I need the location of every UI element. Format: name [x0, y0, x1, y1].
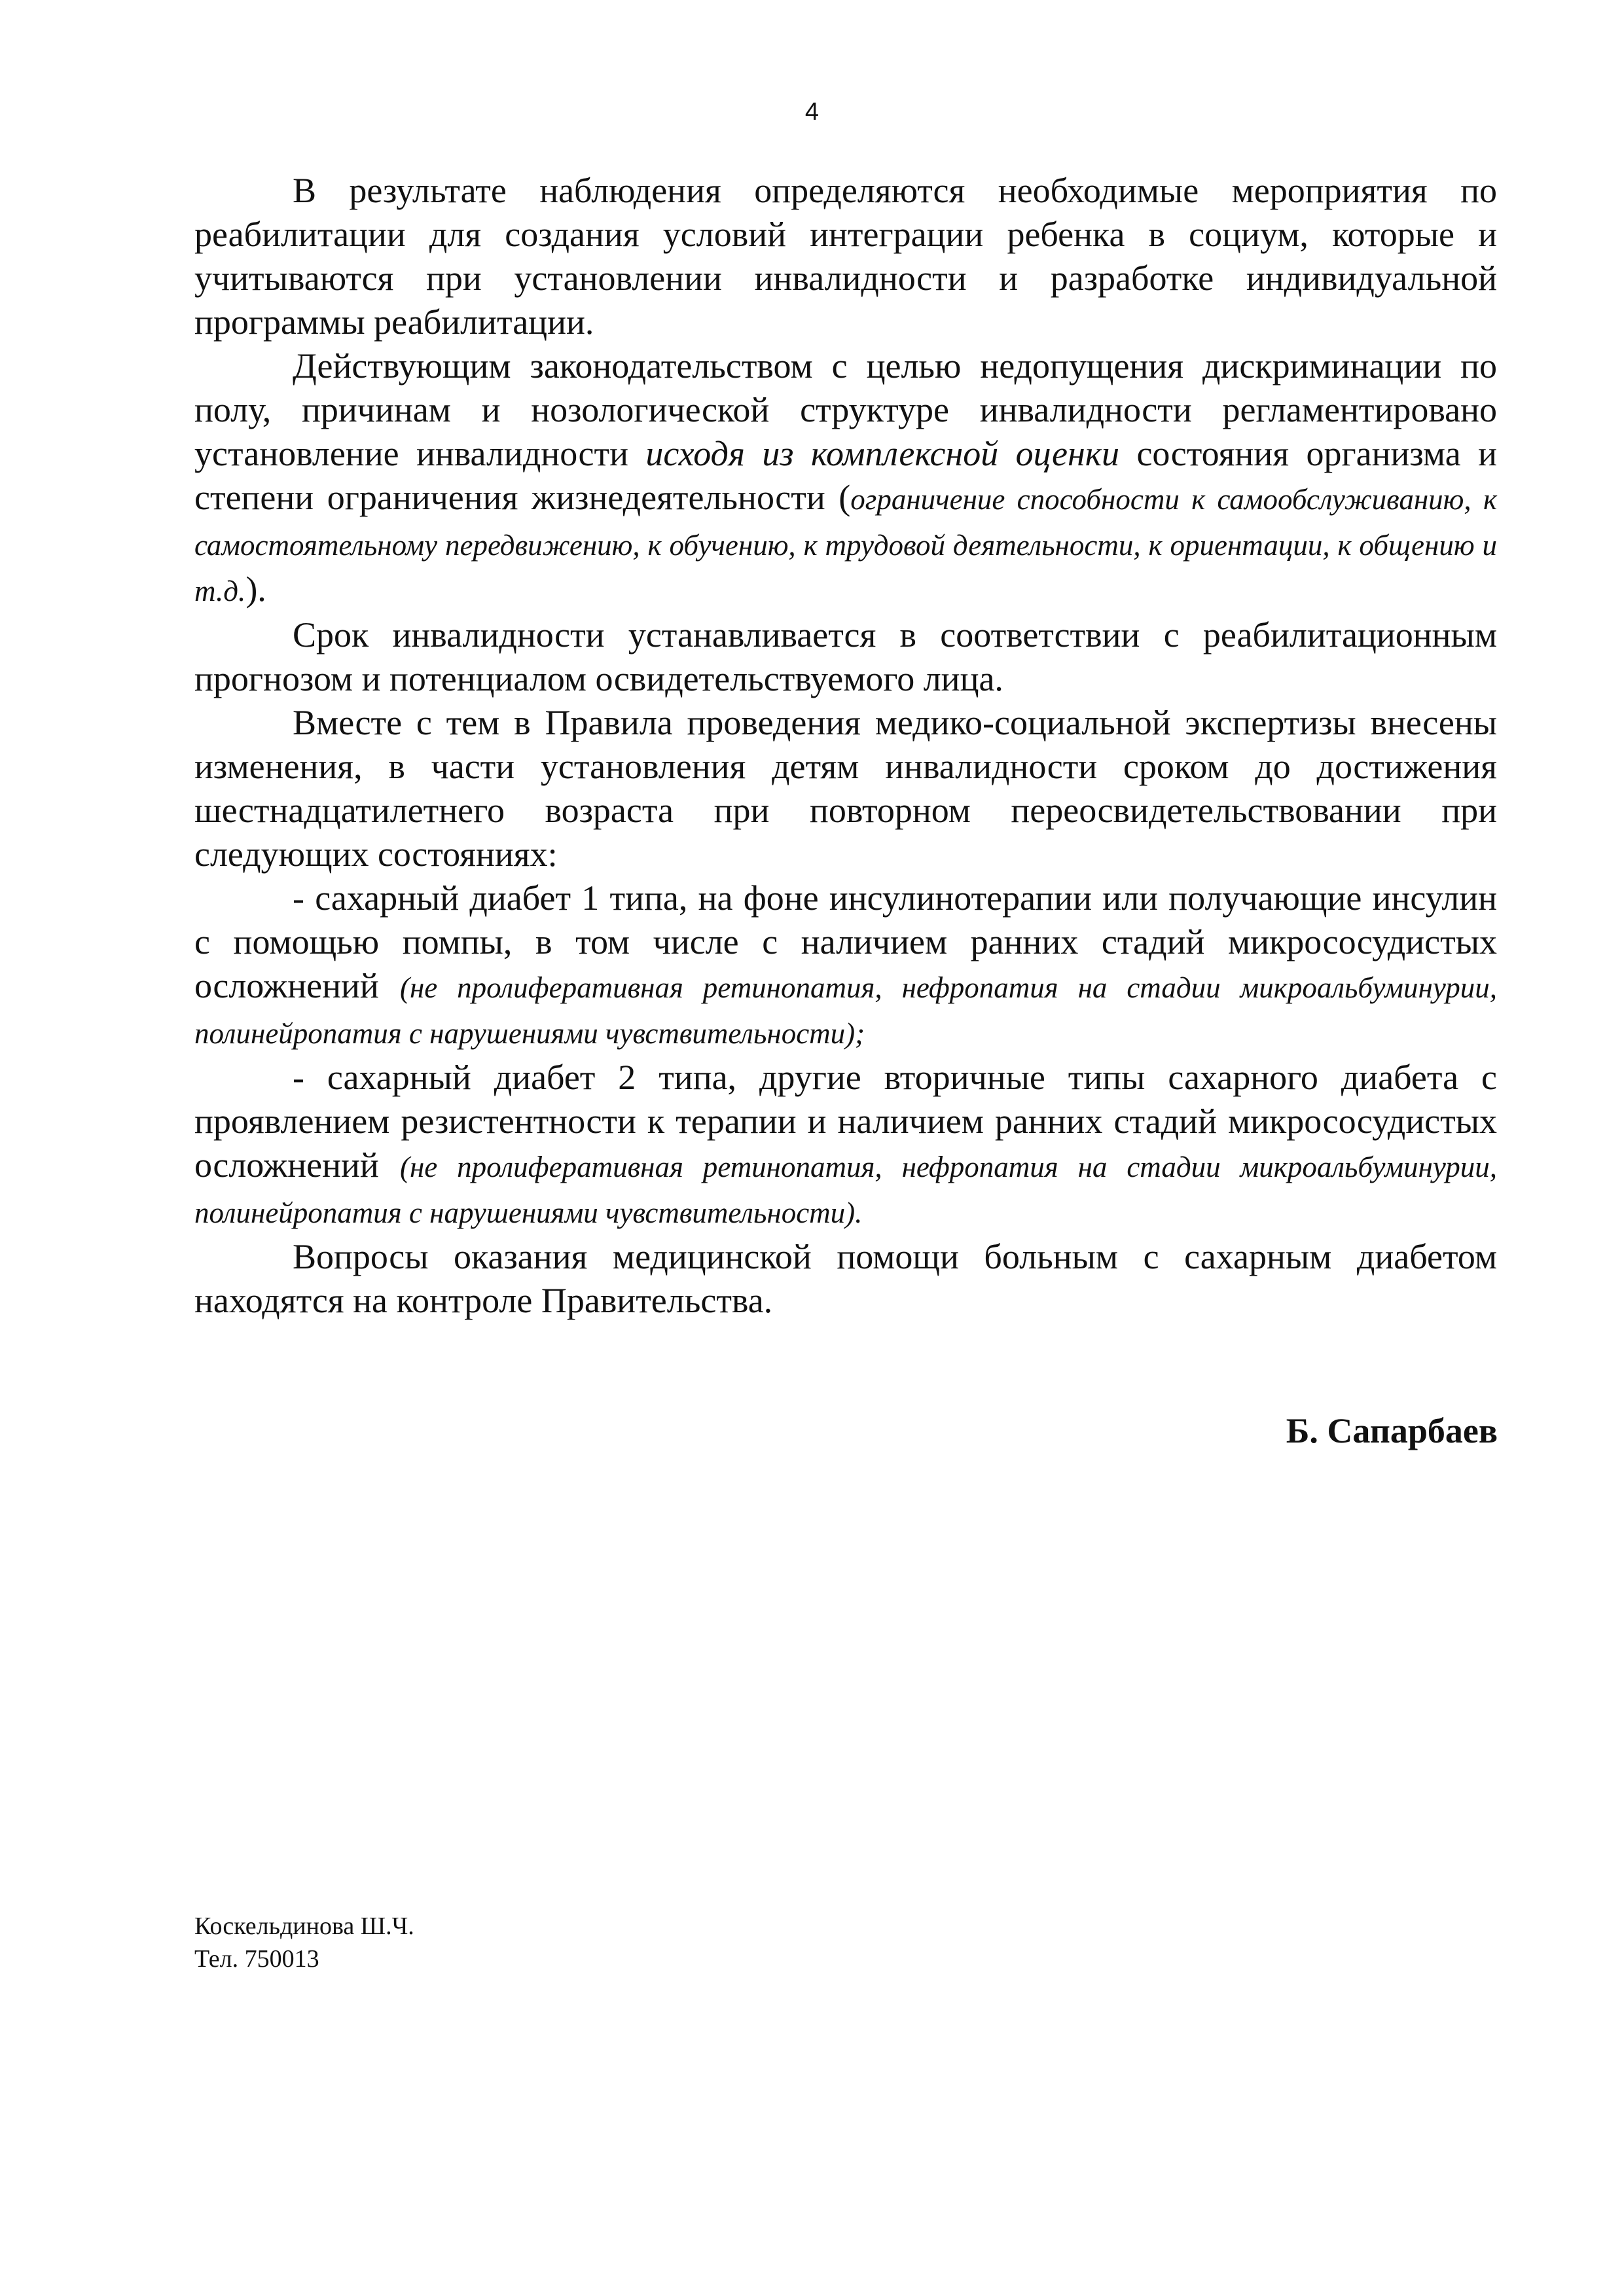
- executor-phone: Тел. 750013: [194, 1945, 319, 1973]
- signature-name: Б. Сапарбаев: [1286, 1411, 1498, 1450]
- paragraph-text: состояния организма и степени ограничения жизнедеятельности (: [194, 434, 1497, 517]
- limitation-list-text: ограничение способности к самообслуживанию, к самостоятельному передвижению, к обучению, к трудовой деятельности, к ориентации, к общению и т.д.: [194, 483, 1497, 607]
- list-item-diabetes-type-1: [194, 876, 1497, 1056]
- paragraph-text: Вместе с тем в Правила проведения медико-социальной экспертизы внесены изменения, в части установления детям инвалидности сроком до достижения шестнадцатилетнего возраста при повторном переосвидетельствовании при следующих состояниях:: [194, 703, 1497, 874]
- executor-name: Коскельдинова Ш.Ч.: [194, 1912, 414, 1940]
- emphasis-text: исходя из комплексной оценки: [645, 434, 1120, 473]
- paragraph-text: Вопросы оказания медицинской помощи больным с сахарным диабетом находятся на контроле Правительства.: [194, 1237, 1497, 1320]
- footer-executor-info: [194, 1910, 414, 1975]
- paragraph-text: - сахарный диабет 2 типа, другие вторичные типы сахарного диабета с проявлением резистентности к терапии и наличием ранних стадий микрососудистых осложнений: [194, 1058, 1497, 1185]
- paragraph-term: [194, 613, 1497, 701]
- paragraph-rules-changes: [194, 701, 1497, 876]
- paragraph-text: В результате наблюдения определяются необходимые мероприятия по реабилитации для создания условий интеграции ребенка в социум, которые и учитываются при установлении инвалидности и разработке индивидуальной программы реабилитации.: [194, 171, 1497, 342]
- paragraph-observation: [194, 169, 1497, 344]
- paragraph-text: - сахарный диабет 1 типа, на фоне инсулинотерапии или получающие инсулин с помощью помпы, в том числе с наличием ранних стадий микрососудистых осложнений: [194, 878, 1497, 1005]
- paragraph-text: Срок инвалидности устанавливается в соответствии с реабилитационным прогнозом и потенциалом освидетельствуемого лица.: [194, 615, 1497, 698]
- document-body: [194, 169, 1497, 1323]
- paragraph-text: ).: [245, 569, 266, 609]
- page-number: 4: [804, 98, 820, 126]
- paragraph-legislation: [194, 344, 1497, 613]
- list-item-diabetes-type-2: [194, 1056, 1497, 1235]
- complications-note: (не пролиферативная ретинопатия, нефропатия на стадии микроальбуминурии, полинейропатия с нарушениями чувствительности).: [194, 1151, 1497, 1229]
- complications-note: (не пролиферативная ретинопатия, нефропатия на стадии микроальбуминурии, полинейропатия с нарушениями чувствительности);: [194, 971, 1497, 1050]
- paragraph-text: Действующим законодательством с целью недопущения дискриминации по полу, причинам и нозологической структуре инвалидности регламентировано установление инвалидности: [194, 346, 1497, 473]
- paragraph-government-control: [194, 1235, 1497, 1323]
